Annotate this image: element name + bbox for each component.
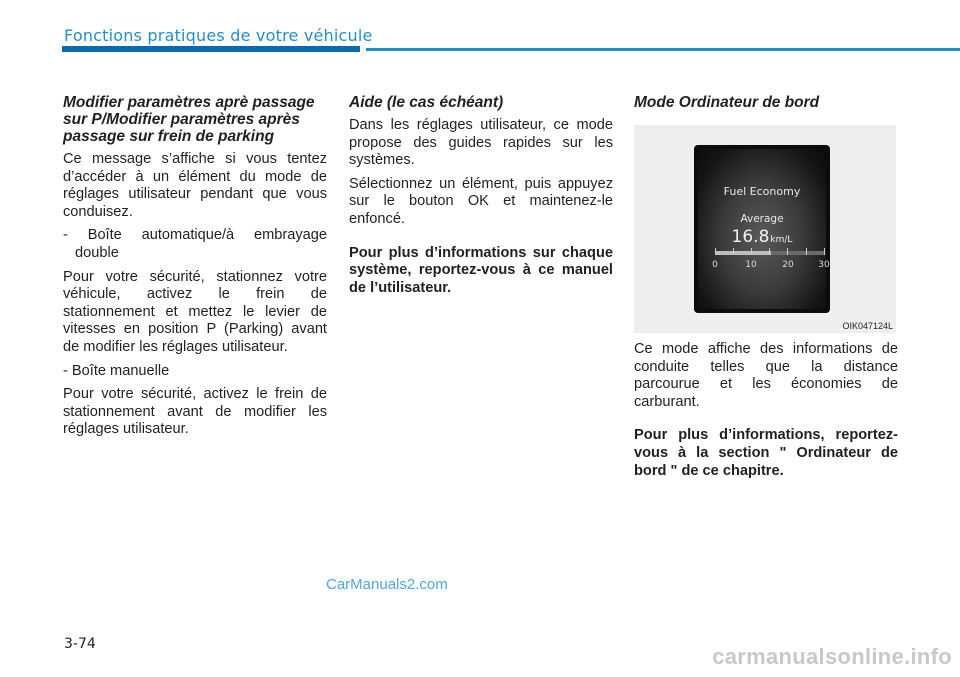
scale-label: 20	[782, 260, 794, 270]
column-help	[349, 94, 613, 303]
column-trip-computer	[634, 94, 898, 486]
heading-help: Aide (le cas échéant)	[349, 94, 504, 111]
footer-watermark: carmanualsonline.info	[712, 644, 952, 669]
section-header-title: Fonctions pratiques de votre véhicule	[64, 26, 373, 45]
scale-remaining	[771, 251, 825, 255]
paragraph: Ce mode affiche des informations de conduite telles que la distance parcourue et les économies de carburant.	[634, 341, 898, 410]
heading-parking-settings: Modifier paramètres aprè passage sur P/Modifier paramètres après passage sur frein de parking	[63, 94, 315, 145]
display-label: Average	[740, 213, 784, 225]
page-number: 3-74	[64, 636, 96, 652]
column-parking-settings	[63, 94, 327, 445]
paragraph: Pour votre sécurité, stationnez votre véhicule, activez le frein de stationnement et mettez le levier de vitesses en position P (Parking) avant de modifier les réglages utilisateur.	[63, 268, 327, 355]
paragraph: Sélectionnez un élément, puis appuyez sur le bouton OK et maintenez-le enfoncé.	[349, 175, 613, 227]
watermark-link[interactable]: CarManuals2.com	[326, 576, 448, 593]
scale-tick	[787, 248, 788, 255]
fuel-economy-unit: km/L	[770, 235, 793, 245]
note-bold: Pour plus d’informations sur chaque système, reportez-vous à ce manuel de l’utilisateur.	[349, 244, 613, 296]
header-bar-light	[366, 48, 960, 51]
scale-tick	[806, 248, 807, 255]
instrument-cluster-screen	[694, 145, 830, 313]
note-bold: Pour plus d’informations, reportez-vous à la section " Ordinateur de bord " de ce chapitre.	[634, 427, 898, 479]
fuel-economy-value: 16.8	[731, 227, 770, 247]
paragraph: Pour votre sécurité, activez le frein de stationnement avant de modifier les réglages utilisateur.	[63, 386, 327, 438]
header-bar-dark	[62, 46, 360, 52]
paragraph: Ce message s’affiche si vous tentez d’accéder à un élément du mode de réglages utilisateur pendant que vous conduisez.	[63, 151, 327, 220]
display-title: Fuel Economy	[723, 185, 801, 198]
scale-tick	[751, 248, 752, 255]
list-item-automatic: - Boîte automatique/à embrayage double	[63, 227, 327, 261]
scale-label: 30	[818, 260, 830, 270]
paragraph: Dans les réglages utilisateur, ce mode propose des guides rapides sur les systèmes.	[349, 117, 613, 169]
scale-tick	[824, 248, 825, 255]
scale-label: 0	[712, 260, 718, 270]
scale-fill	[715, 251, 771, 255]
scale-label: 10	[745, 260, 757, 270]
list-item-manual: - Boîte manuelle	[63, 362, 170, 379]
figure-code: OIK047124L	[842, 321, 893, 331]
scale-tick	[769, 248, 770, 255]
fuel-economy-scale-bar	[715, 251, 825, 255]
cluster-display-figure	[634, 125, 896, 333]
heading-trip-computer: Mode Ordinateur de bord	[634, 94, 820, 111]
scale-tick	[715, 248, 716, 255]
display-value	[698, 227, 826, 247]
scale-tick	[733, 248, 734, 255]
